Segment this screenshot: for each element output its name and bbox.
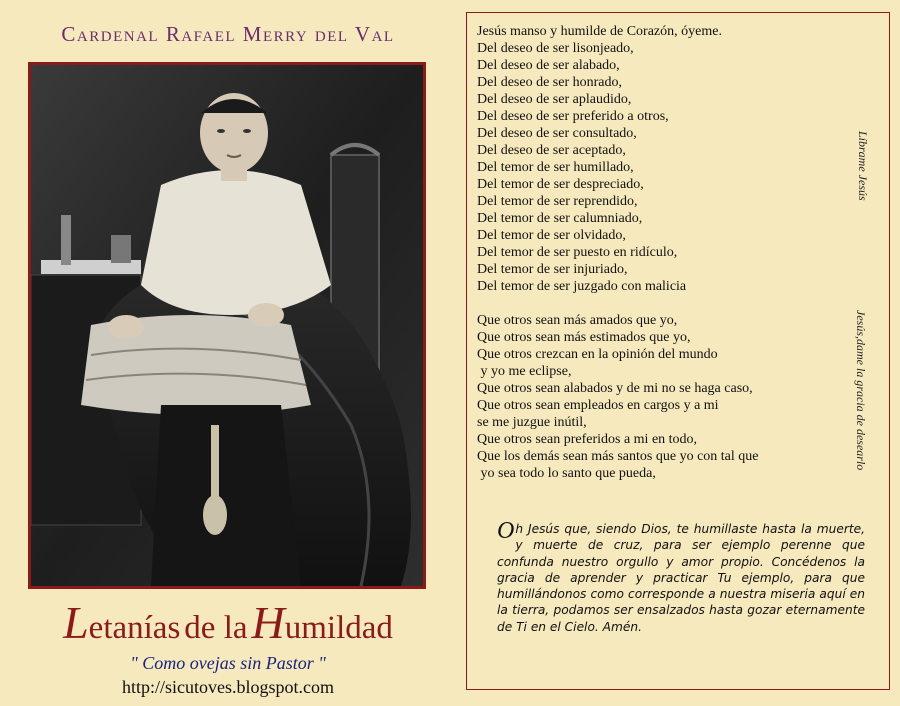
litany-line: Que otros crezcan en la opinión del mundo [477, 347, 718, 362]
title-words-de-la: de la [184, 610, 248, 646]
litany-line: Que otros sean más amados que yo, [477, 313, 678, 328]
title-word-humildad: umildad [284, 610, 393, 646]
prayer-text: h Jesús que, siendo Dios, te humillaste hasta la muerte, y muerte de cruz, para ser ejemplo perenne que confunda nuestro orgullo y amor propio. Concédenos la gracia de aprender y practicar Tu ejemplo, para que humillándonos como corresponde a nuestra miseria aquí en la tierra, podamos ser ensalzados hasta gozar eternamente de Ti en el Cielo. Amén. [497, 522, 865, 634]
litany-group-grace [477, 312, 797, 482]
litany-line: Del deseo de ser preferido a otros, [477, 109, 669, 124]
litany-line: Del deseo de ser aceptado, [477, 143, 626, 158]
litany-line: y yo me eclipse, [477, 364, 572, 379]
litany-line: Del deseo de ser lisonjeado, [477, 41, 634, 56]
litany-text [477, 23, 797, 482]
litany-line: Del temor de ser despreciado, [477, 177, 644, 192]
title-initial-l: L [63, 597, 89, 648]
litany-line: se me juzgue inútil, [477, 415, 587, 430]
litany-line: Del temor de ser calumniado, [477, 211, 643, 226]
portrait-image [31, 65, 423, 586]
litany-line: Del temor de ser olvidado, [477, 228, 626, 243]
litany-line: Del deseo de ser aplaudido, [477, 92, 632, 107]
litany-line: Que otros sean empleados en cargos y a mi [477, 398, 719, 413]
litany-line: Del temor de ser reprendido, [477, 194, 638, 209]
litany-panel [466, 12, 890, 690]
blog-url: http://sicutoves.blogspot.com [122, 677, 334, 697]
litany-line: Del deseo de ser honrado, [477, 75, 623, 90]
litany-line: Del temor de ser humillado, [477, 160, 634, 175]
litany-group-deliver [477, 23, 797, 295]
author-name: Cardenal Rafael Merry del Val [61, 22, 395, 46]
litany-line: Que otros sean preferidos a mi en todo, [477, 432, 698, 447]
litany-line: Que otros sean alabados y de mi no se haga caso, [477, 381, 753, 396]
litany-line: Que otros sean más estimados que yo, [477, 330, 691, 345]
title-word-letanias: etanías [88, 610, 181, 646]
litany-line: Del deseo de ser alabado, [477, 58, 620, 73]
litany-line: Del deseo de ser consultado, [477, 126, 637, 141]
litany-line: yo sea todo lo santo que pueda, [477, 466, 656, 481]
litany-line: Del temor de ser injuriado, [477, 262, 628, 277]
litany-line: Del temor de ser juzgado con malicia [477, 279, 687, 294]
title-initial-h: H [251, 597, 285, 648]
cover-title [0, 596, 456, 649]
motto: " Como ovejas sin Pastor " [130, 653, 326, 673]
response-dame-la-gracia: Jesús,dame la gracia de desearlo [854, 310, 868, 471]
cardinal-portrait [28, 62, 426, 589]
litany-line: Del temor de ser puesto en ridículo, [477, 245, 678, 260]
closing-prayer [497, 518, 865, 635]
litany-line: Que los demás sean más santos que yo con tal que [477, 449, 759, 464]
litany-spacer [477, 295, 797, 312]
response-librame: Líbrame Jesús [856, 131, 870, 201]
prayer-initial: O [497, 518, 515, 544]
litany-line: Jesús manso y humilde de Corazón, óyeme. [477, 24, 722, 39]
